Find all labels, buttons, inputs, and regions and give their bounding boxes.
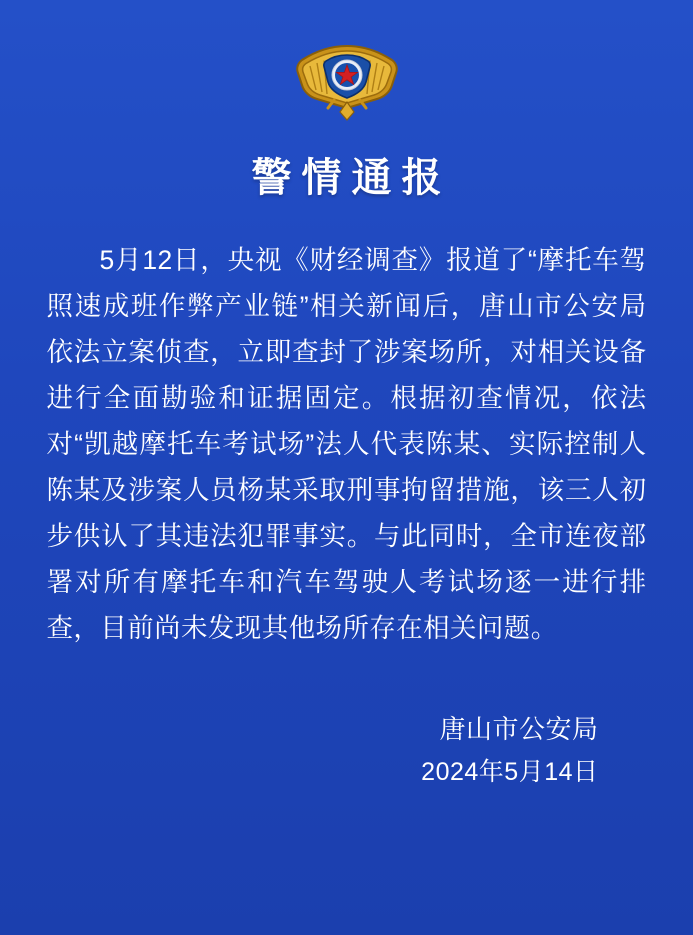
page-title: 警情通报 <box>251 154 452 201</box>
signature-date: 2024年5月14日 <box>421 758 599 786</box>
police-badge-emblem-icon <box>292 42 402 124</box>
signature-organization: 唐山市公安局 <box>439 714 599 744</box>
signature-block <box>47 707 647 793</box>
notice-body-text: 5月12日，央视《财经调查》报道了“摩托车驾照速成班作弊产业链”相关新闻后，唐山市公安局依法立案侦查，立即查封了涉案场所，对相关设备进行全面勘验和证据固定。根据初查情况，依法对“凯越摩托车考试场”法人代表陈某、实际控制人陈某及涉案人员杨某采取刑事拘留措施，该三人初步供认了其违法犯罪事实。与此同时，全市连夜部署对所有摩托车和汽车驾驶人考试场逐一进行排查，目前尚未发现其他场所存在相关问题。 <box>46 245 647 643</box>
